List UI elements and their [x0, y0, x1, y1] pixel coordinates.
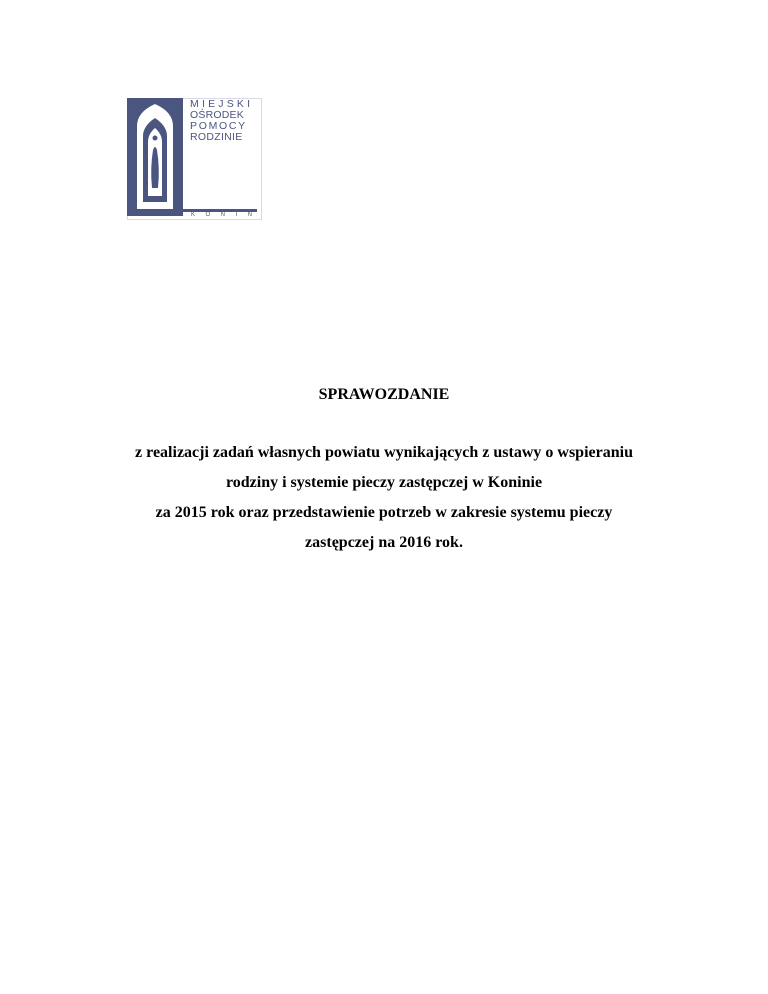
institution-logo [127, 98, 262, 220]
subtitle-line-1: z realizacji zadań własnych powiatu wynikających z ustawy o wspieraniu [135, 444, 633, 461]
subtitle-line-4: zastępczej na 2016 rok. [305, 534, 463, 551]
document-title: SPRAWOZDANIE [318, 386, 450, 403]
logo-text-line-2: OŚRODEK [190, 109, 244, 121]
document-subtitle [100, 438, 668, 558]
subtitle-line-3: za 2015 rok oraz przedstawienie potrzeb w zakresie systemu pieczy [155, 504, 613, 521]
logo-text-line-1: MIEJSKI [190, 98, 254, 110]
logo-city-text: KONIN [191, 212, 263, 218]
logo-text-line-3: POMOCY [190, 120, 247, 132]
subtitle-line-2: rodziny i systemie pieczy zastępczej w Koninie [225, 474, 543, 491]
logo-text-line-4: RODZINIE [190, 131, 243, 143]
